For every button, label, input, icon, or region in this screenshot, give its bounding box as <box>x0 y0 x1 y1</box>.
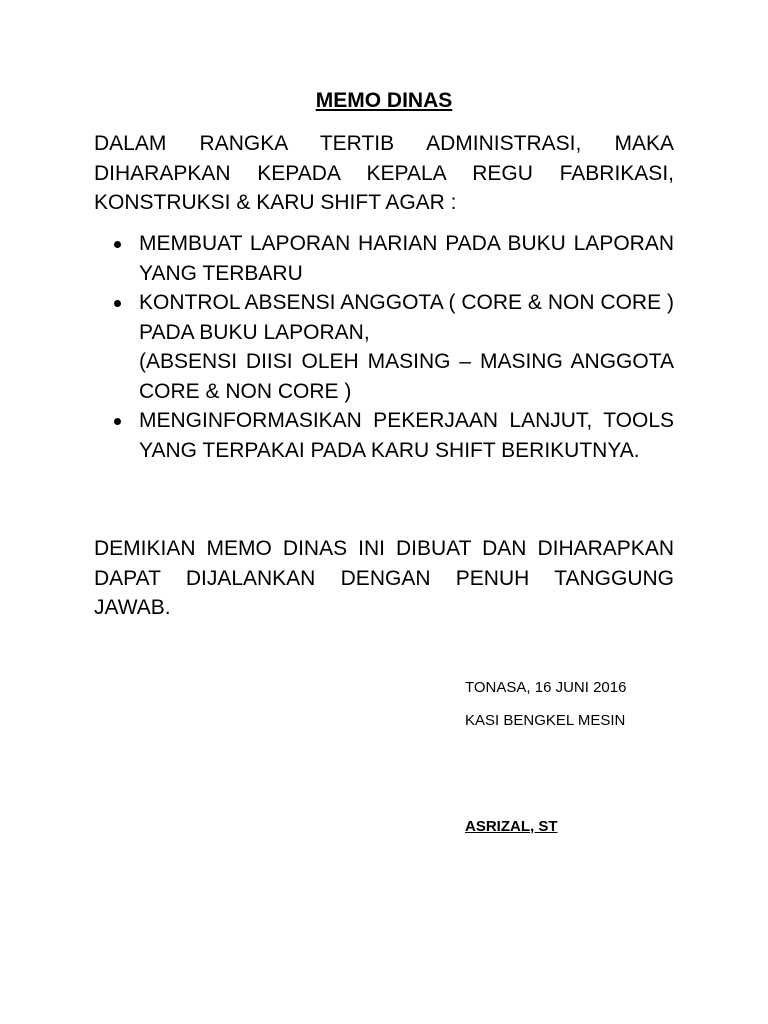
list-item <box>94 288 674 406</box>
memo-closing-paragraph: DEMIKIAN MEMO DINAS INI DIBUAT DAN DIHARAPKAN DAPAT DIJALANKAN DENGAN PENUH TANGGUNG JAWAB. <box>94 537 674 619</box>
list-item-text: MENGINFORMASIKAN PEKERJAAN LANJUT, TOOLS YANG TERPAKAI PADA KARU SHIFT BERIKUTNYA. <box>139 409 674 462</box>
memo-title: MEMO DINAS <box>315 89 453 112</box>
list-item <box>94 406 674 465</box>
bullet-icon <box>114 241 121 248</box>
bullet-icon <box>114 300 121 307</box>
list-item-note: (ABSENSI DIISI OLEH MASING – MASING ANGGOTA CORE & NON CORE ) <box>139 350 674 403</box>
list-item-text: KONTROL ABSENSI ANGGOTA ( CORE & NON CORE ) PADA BUKU LAPORAN, <box>139 291 674 344</box>
instruction-list <box>94 229 674 465</box>
list-item-text: MEMBUAT LAPORAN HARIAN PADA BUKU LAPORAN YANG TERBARU <box>139 232 674 285</box>
signer-position: KASI BENGKEL MESIN <box>465 712 626 729</box>
memo-intro-paragraph: DALAM RANGKA TERTIB ADMINISTRASI, MAKA DIHARAPKAN KEPADA KEPALA REGU FABRIKASI, KONSTRUKSI & KARU SHIFT AGAR : <box>94 132 674 214</box>
bullet-icon <box>114 418 121 425</box>
list-item <box>94 229 674 288</box>
signer-name: ASRIZAL, ST <box>465 818 558 835</box>
place-date: TONASA, 16 JUNI 2016 <box>465 679 627 696</box>
